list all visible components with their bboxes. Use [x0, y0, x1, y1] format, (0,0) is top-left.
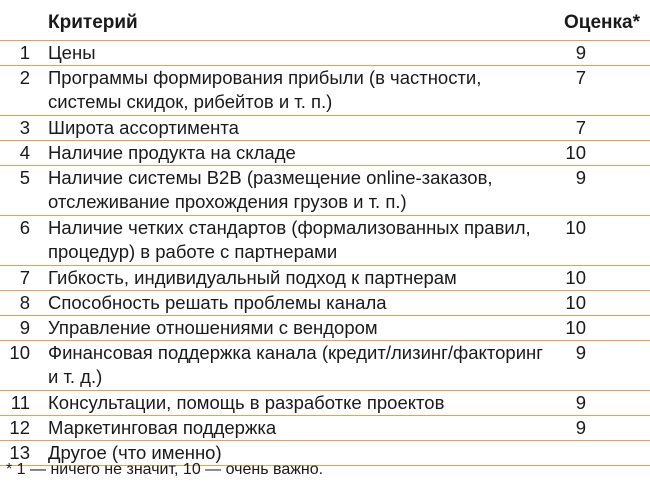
- row-criterion: Управление отношениями с вендором: [48, 317, 378, 338]
- table-row: [0, 391, 650, 416]
- row-criterion: Консультации, помощь в разработке проектов: [48, 392, 445, 413]
- row-score: 7: [575, 117, 586, 138]
- row-number: 1: [19, 42, 30, 63]
- table-row: [0, 416, 650, 441]
- table-row: [0, 141, 650, 166]
- footnote: * 1 — ничего не значит, 10 — очень важно.: [6, 461, 324, 478]
- row-number: 8: [19, 292, 30, 313]
- row-number: 9: [19, 317, 30, 338]
- table-row: [0, 41, 650, 66]
- row-criterion: Способность решать проблемы канала: [48, 292, 387, 313]
- row-criterion: Наличие четких стандартов (формализованных правил, процедур) в работе с партнерами: [48, 217, 531, 262]
- row-score: 9: [575, 392, 586, 413]
- row-criterion: Широта ассортимента: [48, 117, 239, 138]
- row-criterion: Финансовая поддержка канала (кредит/лизинг/факторинг и т. д.): [48, 342, 543, 387]
- row-criterion: Программы формирования прибыли (в частности, системы скидок, рибейтов и т. п.): [48, 67, 482, 112]
- header-criterion: Критерий: [48, 12, 138, 33]
- table-row: [0, 166, 650, 216]
- row-number: 3: [19, 117, 30, 138]
- row-criterion: Цены: [48, 42, 96, 63]
- row-score: 10: [565, 317, 586, 338]
- header-score: Оценка*: [564, 12, 640, 33]
- row-number: 2: [19, 67, 30, 88]
- row-score: 7: [575, 67, 586, 88]
- table-row: [0, 66, 650, 116]
- row-criterion: Наличие системы B2B (размещение online-заказов, отслеживание прохождения грузов и т. п.): [48, 167, 493, 212]
- row-score: 10: [565, 292, 586, 313]
- row-criterion: Маркетинговая поддержка: [48, 417, 277, 438]
- row-score: 10: [565, 217, 586, 238]
- row-number: 10: [9, 342, 30, 363]
- row-score: 10: [565, 142, 586, 163]
- row-score: 10: [565, 267, 586, 288]
- table-row: [0, 216, 650, 266]
- row-number: 5: [19, 167, 30, 188]
- table-row: [0, 291, 650, 316]
- table-row: [0, 116, 650, 141]
- table-row: [0, 341, 650, 391]
- row-number: 7: [19, 267, 30, 288]
- row-score: 9: [575, 42, 586, 63]
- criteria-table: [0, 6, 650, 466]
- row-number: 13: [9, 442, 30, 463]
- row-criterion: Другое (что именно): [48, 442, 222, 463]
- row-score: 9: [575, 167, 586, 188]
- row-number: 4: [19, 142, 30, 163]
- row-number: 6: [19, 217, 30, 238]
- row-criterion: Наличие продукта на складе: [48, 142, 296, 163]
- table-row: [0, 316, 650, 341]
- row-criterion: Гибкость, индивидуальный подход к партнерам: [48, 267, 457, 288]
- row-number: 11: [10, 392, 30, 413]
- row-score: 9: [575, 342, 586, 363]
- table-row: [0, 266, 650, 291]
- table-header: [0, 6, 650, 41]
- row-number: 12: [9, 417, 30, 438]
- row-score: 9: [575, 417, 586, 438]
